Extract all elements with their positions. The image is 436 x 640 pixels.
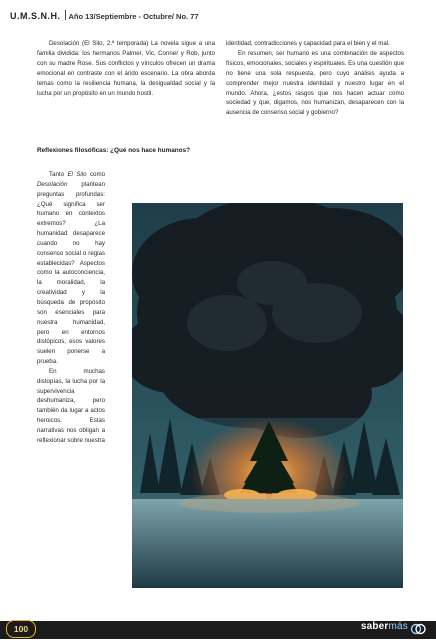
header-org: U.M.S.N.H. — [10, 11, 61, 21]
brand-text: saber — [360, 621, 389, 632]
section-heading: Reflexiones filosóficas: ¿Qué nos hace humanos? — [37, 147, 191, 154]
header-divider — [65, 10, 66, 20]
narrow-text: como — [86, 171, 105, 178]
right-paragraph-2: En resumen, ser humano es una combinación de aspectos físicos, emocionales, sociales y espirituales. Es una cuestión que no tiene una sola respuesta, pero cuyo análisis ayuda a comprender mejor nuestra identidad y nuestro lugar en el mundo. Ahora, ¿estos rasgos que nos hacen actuar como sociedad y que, digamos, nos humanizan, desaparecen con la ausencia de consenso social y gobierno? — [226, 49, 404, 117]
page-footer — [0, 613, 436, 640]
narrow-column — [37, 170, 105, 446]
narrow-text: plantean preguntas profundas: ¿Qué significa ser humano en contextos extremos? ¿La humanidad desaparece cuando no hay consenso social o reglas establecidas? Aspectos como la autoconciencia, la moralidad, la creatividad y la búsqueda de propósito son esenciales para nuestra humanidad, pero en entornos distópicos, esos valores suelen ponerse a prueba. — [37, 180, 105, 366]
left-column-intro — [37, 39, 215, 98]
header-issue: Año 13/Septiembre - Octubre/ No. 77 — [68, 12, 199, 21]
title-desolacion: Desolación — [37, 180, 68, 188]
page-number-badge: 100 — [6, 620, 36, 638]
brand-logo — [361, 621, 408, 632]
title-el-silo: El Silo — [67, 171, 87, 178]
right-column — [226, 39, 404, 118]
narrow-text: Tanto — [49, 171, 68, 178]
brand-text-accent: más — [388, 621, 408, 632]
right-paragraph-1: identidad, contradicciones y capacidad para el bien y el mal. — [226, 40, 390, 47]
narrow-paragraph-2: En muchas distopías, la lucha por la supervivencia deshumaniza, pero también da lugar a actos heroicos. Estas narrativas nos obligan a reflexionar sobre nuestra — [37, 367, 105, 444]
burning-tree-illustration — [132, 203, 403, 588]
narrow-paragraph-1 — [37, 170, 105, 367]
page-header — [10, 6, 430, 21]
intro-paragraph: Desolación (El Silo, 2.ª temporada) La novela sigue a una familia dividida: los hermanos Palmer, Vic, Conner y Rob, junto con su madre Rose. Sus conflictos y vínculos ofrecen un drama emocional en contraste con el árido escenario. La obra aborda temas como la resiliencia humana, la desigualdad social y la lucha por un propósito en un mundo hostil. — [37, 40, 215, 97]
brand-mark-icon — [410, 622, 426, 636]
